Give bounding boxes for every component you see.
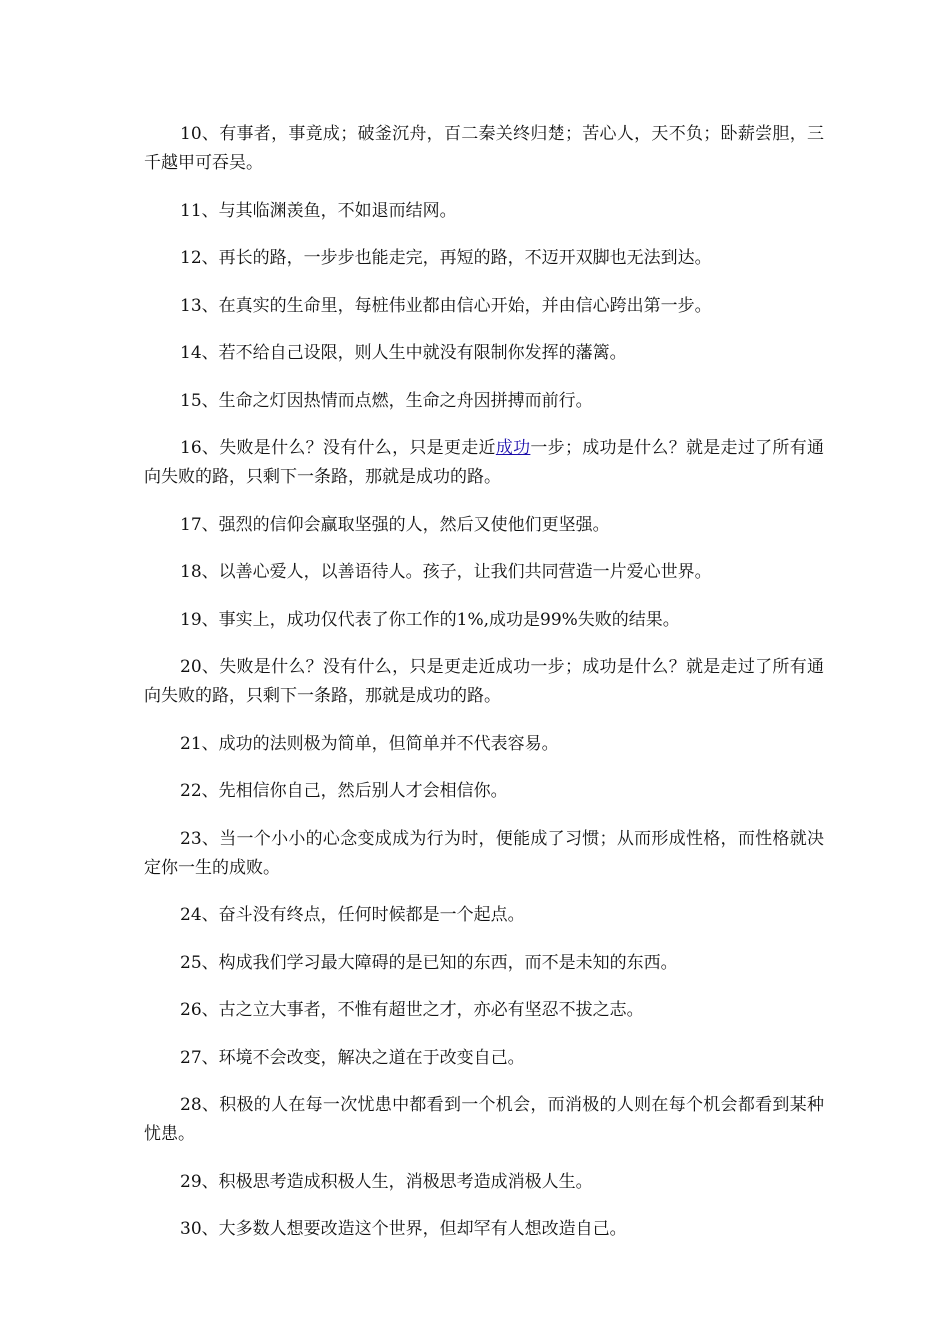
quote-16-text-before: 16、失败是什么？没有什么，只是更走近 — [180, 438, 496, 458]
quote-paragraph-14: 14、若不给自己设限，则人生中就没有限制你发挥的藩篱。 — [180, 343, 627, 363]
quote-paragraph-30: 30、大多数人想要改造这个世界，但却罕有人想改造自己。 — [180, 1219, 627, 1239]
document-body — [144, 120, 824, 1263]
quote-paragraph-28: 28、积极的人在每一次忧患中都看到一个机会，而消极的人则在每个机会都看到某种忧患。 — [144, 1095, 824, 1144]
quote-paragraph-18: 18、以善心爱人，以善语待人。孩子，让我们共同营造一片爱心世界。 — [180, 562, 712, 582]
quote-paragraph-11: 11、与其临渊羡鱼，不如退而结网。 — [180, 200, 457, 221]
quote-paragraph-17: 17、强烈的信仰会赢取坚强的人，然后又使他们更坚强。 — [180, 514, 610, 535]
quote-16-text-after: 一步；成功是什么？就是走过了所有通向失败的路，只剩下一条路，那就是成功的路。 — [144, 438, 824, 487]
quote-paragraph-25: 25、构成我们学习最大障碍的是已知的东西，而不是未知的东西。 — [180, 952, 678, 973]
quote-paragraph-12: 12、再长的路，一步步也能走完，再短的路，不迈开双脚也无法到达。 — [180, 248, 712, 268]
quote-paragraph-13: 13、在真实的生命里，每桩伟业都由信心开始，并由信心跨出第一步。 — [180, 295, 712, 316]
quote-paragraph-22: 22、先相信你自己，然后别人才会相信你。 — [180, 781, 508, 801]
success-link[interactable]: 成功 — [495, 438, 531, 458]
quote-paragraph-19: 19、事实上，成功仅代表了你工作的1%,成功是99%失败的结果。 — [180, 609, 680, 630]
quote-paragraph-16 — [144, 434, 824, 492]
quote-paragraph-27: 27、环境不会改变，解决之道在于改变自己。 — [180, 1047, 525, 1068]
quote-paragraph-20: 20、失败是什么？没有什么，只是更走近成功一步；成功是什么？就是走过了所有通向失败的路，只剩下一条路，那就是成功的路。 — [144, 657, 824, 706]
quote-paragraph-29: 29、积极思考造成积极人生，消极思考造成消极人生。 — [180, 1171, 593, 1192]
quote-paragraph-26: 26、古之立大事者，不惟有超世之才，亦必有坚忍不拔之志。 — [180, 1000, 644, 1020]
quote-paragraph-24: 24、奋斗没有终点，任何时候都是一个起点。 — [180, 905, 525, 925]
quote-paragraph-23: 23、当一个小小的心念变成成为行为时，便能成了习惯；从而形成性格，而性格就决定你一生的成败。 — [144, 828, 824, 878]
quote-paragraph-15: 15、生命之灯因热情而点燃，生命之舟因拼搏而前行。 — [180, 390, 593, 411]
quote-paragraph-21: 21、成功的法则极为简单，但简单并不代表容易。 — [180, 733, 559, 754]
quote-paragraph-10: 10、有事者，事竟成；破釜沉舟，百二秦关终归楚；苦心人，天不负；卧薪尝胆，三千越甲可吞吴。 — [144, 124, 824, 173]
